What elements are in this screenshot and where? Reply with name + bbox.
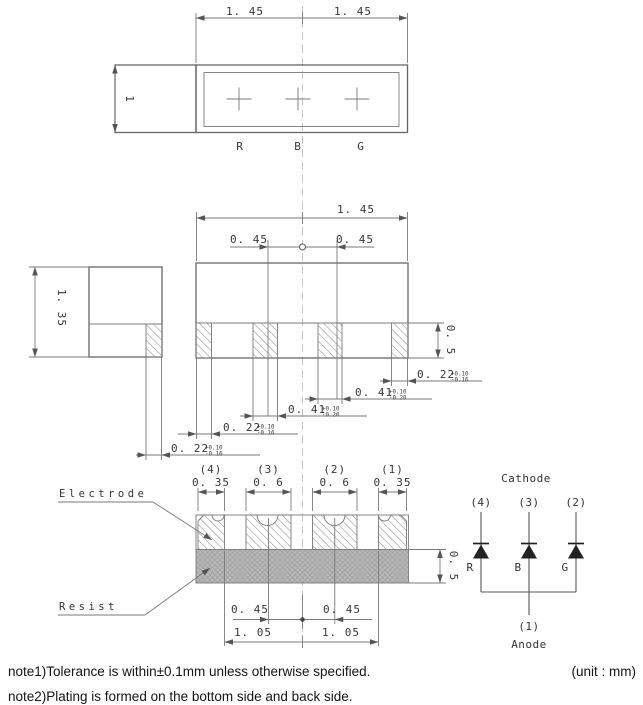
callout-t2-tol-plus: +0.10 [389, 389, 407, 396]
bottom-dim-pitch-left: 1. 05 [233, 626, 273, 639]
diode-label-r: R [466, 561, 474, 574]
center-datum-dot [300, 617, 305, 622]
top-dim-left: 1. 45 [225, 5, 265, 18]
resist-label: Resist [59, 601, 118, 613]
front-view [136, 203, 482, 460]
pad-1-width: 0. 35 [373, 476, 412, 489]
pad-3-pin: (3) [257, 463, 280, 476]
pad-4-pin: (4) [199, 463, 223, 476]
circuit-pin-3: (3) [518, 496, 540, 509]
callout-t1-tol-minus: -0.16 [451, 377, 469, 384]
front-dim-terminal-height: 0. 5 [444, 324, 457, 356]
callout-t2-value: 0. 41 [355, 386, 394, 399]
emitter-cross-icon-b [286, 88, 311, 111]
note-2: note2)Plating is formed on the bottom side and back side. [8, 689, 353, 704]
callout-t3-tol-plus: +0.10 [322, 406, 340, 413]
diode-g-icon [568, 545, 584, 559]
callout-t1-tol-plus: +0.10 [451, 371, 469, 378]
emitter-cross-icon-g [345, 88, 370, 111]
resist-strip [196, 550, 409, 584]
emitter-cross-icons [227, 88, 370, 111]
front-terminal-4-hatch [196, 323, 212, 358]
callout-t4-tol-plus: +0.10 [257, 424, 275, 431]
unit-label: (unit : mm) [571, 664, 636, 679]
bottom-view [58, 463, 460, 648]
circuit-pin-2: (2) [565, 496, 587, 509]
electrode-leader [58, 502, 212, 540]
top-dim-depth: 1 [123, 95, 136, 103]
pad-2-pin: (2) [323, 463, 347, 476]
center-datum-circle [300, 244, 306, 250]
callout-t1-value: 0. 22 [417, 368, 456, 381]
cathode-label: Cathode [501, 472, 551, 485]
callout-t3-value: 0. 41 [288, 403, 327, 416]
pad-1-pin: (1) [381, 463, 404, 476]
circuit-diagram [466, 472, 586, 651]
circuit-pin-1: (1) [518, 620, 540, 633]
side-view [29, 267, 162, 357]
callout-t4-tol-minus: -0.16 [257, 430, 275, 437]
diode-b-icon [521, 545, 537, 559]
bottom-dim-pitch-right: 1. 05 [321, 626, 361, 639]
callout-t3-tol-minus: -0.20 [322, 412, 340, 419]
bottom-dim-offset-right: 0. 45 [322, 603, 362, 616]
resist-dim-height: 0. 5 [447, 550, 460, 582]
anode-label: Anode [511, 638, 547, 651]
emitter-cross-icon-r [227, 88, 252, 111]
top-dim-right: 1. 45 [333, 5, 373, 18]
callout-side-value: 0. 22 [171, 442, 210, 455]
callout-t2-tol-minus: -0.20 [389, 395, 407, 402]
diode-r-icon [473, 545, 489, 559]
pad-2-width: 0. 6 [319, 476, 350, 489]
diode-label-b: B [514, 561, 522, 574]
callout-side-tol-plus: +0.10 [205, 445, 223, 452]
top-view-arrowheads [112, 15, 407, 132]
front-terminal-2-hatch [318, 323, 342, 358]
front-dim-width: 1. 45 [336, 203, 376, 216]
top-view [112, 5, 407, 153]
note-1: note1)Tolerance is within±0.1mm unless otherwise specified. [8, 664, 371, 679]
callout-t4-value: 0. 22 [223, 421, 262, 434]
callout-side-tol-minus: -0.16 [205, 451, 223, 458]
led-label-r: R [236, 140, 244, 153]
top-view-cavity-outline [204, 73, 399, 127]
bottom-dim-offset-left: 0. 45 [230, 603, 270, 616]
notes [8, 664, 636, 704]
circuit-pin-4: (4) [470, 496, 492, 509]
front-dim-offset-left: 0. 45 [229, 233, 269, 246]
pad-1 [379, 515, 407, 550]
led-label-b: B [294, 140, 302, 153]
pad-4-width: 0. 35 [191, 476, 231, 489]
top-width-dimension [196, 12, 408, 63]
front-terminal-1-hatch [392, 323, 409, 358]
pad-4 [198, 515, 225, 550]
led-label-g: G [357, 140, 365, 153]
electrode-label: Electrode [59, 488, 148, 500]
front-terminal-3-hatch [253, 323, 278, 358]
diode-label-g: G [561, 561, 569, 574]
pad-3-width: 0. 6 [253, 476, 284, 489]
side-view-terminal-hatch [146, 324, 162, 357]
diode-symbols [473, 544, 584, 559]
front-dim-offset-right: 0. 45 [335, 233, 375, 246]
side-dim-height: 1. 35 [55, 288, 68, 328]
pad-labels [192, 463, 412, 489]
